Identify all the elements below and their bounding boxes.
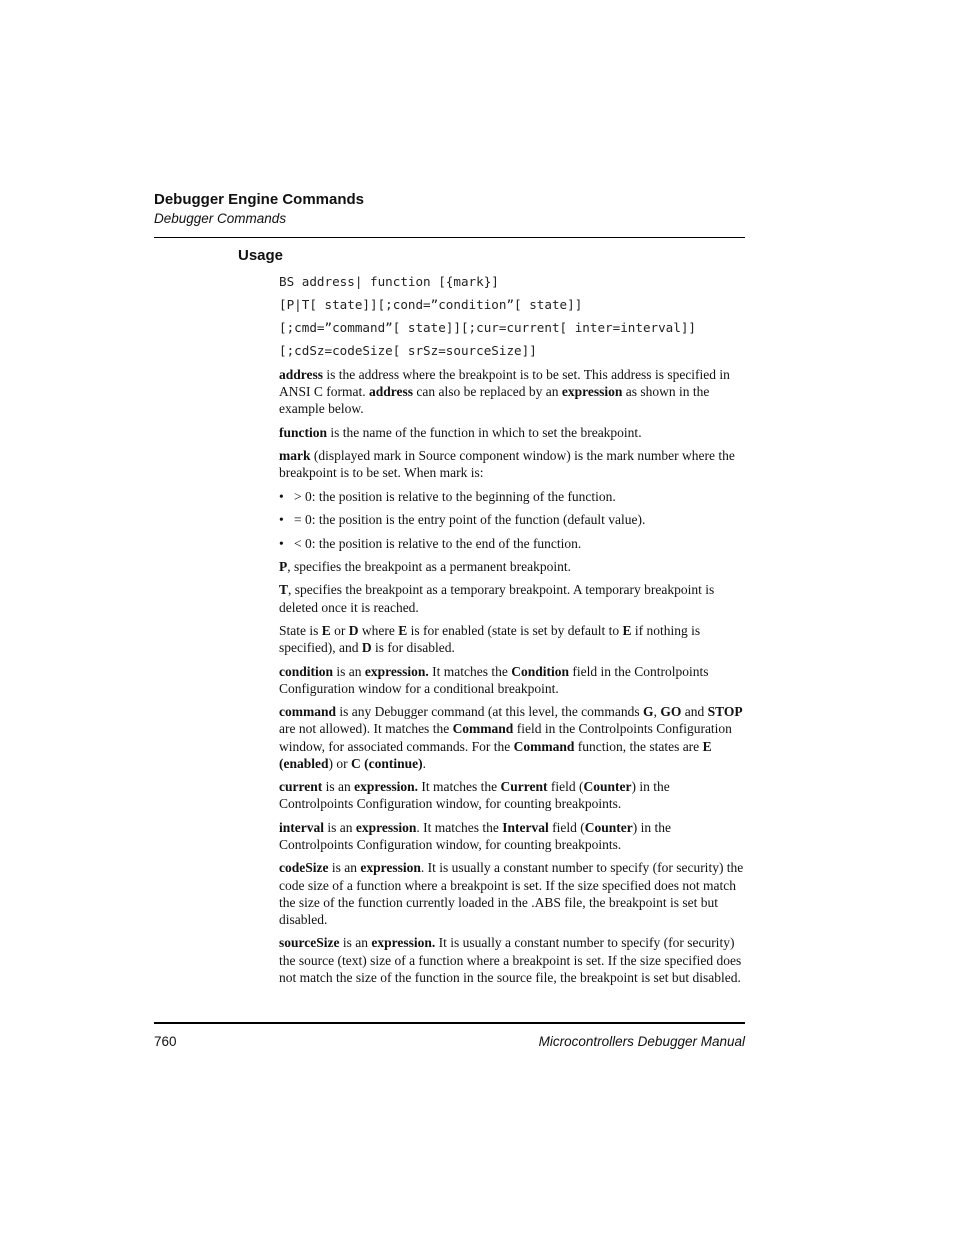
section-title: Debugger Engine Commands: [154, 191, 365, 208]
param-address: address is the address where the breakpoint is to be set. This address is specified in ANSI C format. address can also be replaced by an expression as shown in the example below.: [279, 367, 730, 417]
bullet-icon: •: [279, 512, 284, 528]
footer-divider: [154, 1022, 745, 1024]
bullet-icon: •: [279, 488, 284, 504]
param-p: P, specifies the breakpoint as a permanent breakpoint.: [279, 558, 572, 574]
param-interval: interval is an expression. It matches the Interval field (Counter) in the Controlpoints Configuration window, for counting breakpoints.: [279, 819, 671, 852]
mark-bullet-list: [279, 488, 745, 552]
param-state: State is E or D where E is for enabled (state is set by default to E if nothing is specified), and D is for disabled.: [279, 622, 701, 656]
param-condition: condition is an expression. It matches the Condition field in the Controlpoints Configuration window for a conditional breakpoint.: [279, 663, 709, 696]
parameter-descriptions: [279, 366, 745, 992]
param-t: T, specifies the breakpoint as a temporary breakpoint. A temporary breakpoint is deleted once it is reached.: [279, 582, 715, 615]
list-item: • > 0: the position is relative to the beginning of the function.: [279, 488, 616, 504]
syntax-line-1: BS address| function [{mark}]: [279, 274, 499, 289]
page-number: 760: [154, 1034, 177, 1049]
header-divider: [154, 237, 745, 238]
syntax-line-4: [;cdSz=codeSize[ srSz=sourceSize]]: [279, 343, 537, 358]
list-item: • = 0: the position is the entry point of the function (default value).: [279, 512, 646, 528]
param-mark: mark (displayed mark in Source component window) is the mark number where the breakpoint is to be set. When mark is:: [279, 448, 735, 481]
bullet-icon: •: [279, 535, 284, 551]
param-command: command is any Debugger command (at this level, the commands G, GO and STOP are not allowed). It matches the Command field in the Controlpoints Configuration window, for associated commands. For the Command function, the states are E (enabled) or C (continue).: [279, 704, 743, 771]
syntax-line-3: [;cmd=”command”[ state]][;cur=current[ inter=interval]]: [279, 320, 697, 335]
param-codesize: codeSize is an expression. It is usually a constant number to specify (for security) the code size of a function where a breakpoint is set. If the size specified does not match the size of the function currently loaded in the .ABS file, the breakpoint is set but disabled.: [279, 860, 744, 927]
param-sourcesize: sourceSize is an expression. It is usually a constant number to specify (for security) the source (text) size of a function where a breakpoint is set. If the size specified does not match the size of the function in the source file, the breakpoint is set but disabled.: [279, 935, 742, 985]
syntax-line-2: [P|T[ state]][;cond=”condition”[ state]]: [279, 297, 583, 312]
manual-title: Microcontrollers Debugger Manual: [538, 1034, 745, 1049]
param-current: current is an expression. It matches the Current field (Counter) in the Controlpoints Configuration window, for counting breakpoints.: [279, 779, 670, 812]
list-item: • < 0: the position is relative to the end of the function.: [279, 535, 582, 551]
subsection-title: Debugger Commands: [154, 211, 287, 226]
param-function: function is the name of the function in which to set the breakpoint.: [279, 424, 642, 440]
usage-heading: Usage: [238, 247, 284, 264]
